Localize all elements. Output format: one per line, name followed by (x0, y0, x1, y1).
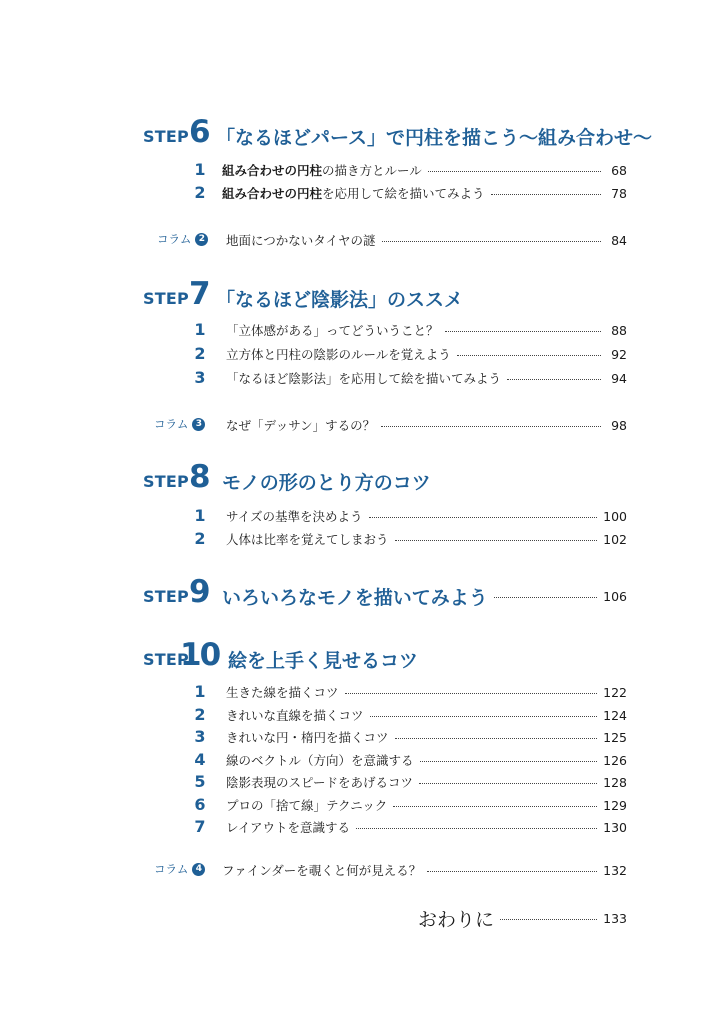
step6-item2-num: 2 (194, 183, 206, 202)
step6-item2-bold: 組み合わせの円柱 (222, 186, 323, 201)
step10-item1[interactable] (226, 683, 627, 701)
leader-dots (491, 194, 601, 195)
step6-item1-page: 68 (611, 162, 627, 178)
step10-item5[interactable] (226, 773, 627, 791)
column4-entry[interactable] (222, 861, 627, 879)
step10-item4-page: 126 (603, 752, 627, 768)
step7-item1-num: 1 (194, 320, 206, 339)
step7-item1[interactable] (226, 321, 627, 339)
leader-dots (428, 171, 601, 172)
step10-item1-num: 1 (194, 682, 206, 701)
column3-entry[interactable] (226, 416, 627, 434)
step8-item1[interactable] (226, 507, 627, 525)
column4-title: ファインダーを覗くと何が見える？ (222, 863, 422, 878)
step6-number: 6 (189, 114, 211, 150)
leader-dots (494, 597, 597, 598)
column3-page: 98 (611, 417, 627, 433)
afterword-entry[interactable] (418, 905, 627, 932)
step9-title: いろいろなモノを描いてみよう (222, 587, 488, 609)
step8-item2-num: 2 (194, 529, 206, 548)
step8-item2-title: 人体は比率を覚えてしまおう (226, 532, 389, 547)
step7-item2-title: 立方体と円柱の陰影のルールを覚えよう (226, 347, 451, 362)
leader-dots (393, 806, 597, 807)
step10-item5-num: 5 (194, 772, 206, 791)
step7-item2[interactable] (226, 345, 627, 363)
step10-item5-page: 128 (603, 774, 627, 790)
leader-dots (457, 355, 601, 356)
column4-label-text: コラム (154, 862, 189, 876)
step10-item4-title: 線のベクトル（方向）を意識する (226, 753, 414, 768)
step7-item1-title: 「立体感がある」ってどういうこと？ (226, 323, 439, 338)
column2-page: 84 (611, 232, 627, 248)
step6-label: STEP (143, 127, 189, 146)
step10-item6-page: 129 (603, 797, 627, 813)
column2-badge: 2 (195, 233, 208, 246)
step6-title: 「なるほどパース」で円柱を描こう〜組み合わせ〜 (216, 127, 653, 149)
step10-item2-title: きれいな直線を描くコツ (226, 708, 364, 723)
leader-dots (381, 426, 601, 427)
step7-item3-title: 「なるほど陰影法」を応用して絵を描いてみよう (226, 371, 502, 386)
step10-item6-num: 6 (194, 795, 206, 814)
step8-number: 8 (189, 459, 211, 495)
step10-item3-page: 125 (603, 729, 627, 745)
leader-dots (420, 761, 598, 762)
leader-dots (382, 241, 601, 242)
column2-label (157, 231, 208, 247)
step10-item3-title: きれいな円・楕円を描くコツ (226, 730, 389, 745)
leader-dots (500, 919, 597, 920)
step8-label: STEP (143, 472, 189, 491)
step6-item2-page: 78 (611, 185, 627, 201)
step7-number: 7 (189, 276, 211, 312)
leader-dots (395, 738, 598, 739)
step7-item1-page: 88 (611, 322, 627, 338)
step10-item7[interactable] (226, 818, 627, 836)
step10-item6-title: プロの「捨て線」テクニック (226, 798, 388, 813)
step8-item1-title: サイズの基準を決めよう (226, 509, 363, 524)
step10-item2-num: 2 (194, 705, 206, 724)
afterword-title: おわりに (418, 909, 495, 931)
column4-label (154, 861, 205, 877)
step10-item4-num: 4 (194, 750, 206, 769)
step8-item1-page: 100 (603, 508, 627, 524)
column3-label (154, 416, 205, 432)
step7-item2-page: 92 (611, 346, 627, 362)
step10-label: STEP (143, 650, 189, 669)
step10-item2[interactable] (226, 706, 627, 724)
step7-label: STEP (143, 289, 189, 308)
step10-item3-num: 3 (194, 727, 206, 746)
step10-item5-title: 陰影表現のスピードをあげるコツ (226, 775, 414, 790)
step10-item7-title: レイアウトを意識する (226, 820, 351, 835)
step10-number: 10 (180, 637, 220, 673)
step9-label: STEP (143, 587, 189, 606)
step8-item2-page: 102 (603, 531, 627, 547)
leader-dots (445, 331, 601, 332)
afterword-page: 133 (603, 911, 627, 926)
step8-title: モノの形のとり方のコツ (222, 472, 431, 494)
leader-dots (370, 716, 598, 717)
column2-label-text: コラム (157, 232, 192, 246)
step6-item1[interactable] (222, 161, 627, 179)
step6-item1-num: 1 (194, 160, 206, 179)
step10-item1-title: 生きた線を描くコツ (226, 685, 339, 700)
leader-dots (427, 871, 597, 872)
column3-title: なぜ「デッサン」するの？ (226, 418, 376, 433)
step10-item1-page: 122 (603, 684, 627, 700)
step8-item2[interactable] (226, 530, 627, 548)
step10-item7-num: 7 (194, 817, 206, 836)
leader-dots (345, 693, 598, 694)
step10-title: 絵を上手く見せるコツ (228, 650, 419, 672)
column4-page: 132 (603, 862, 627, 878)
step7-item2-num: 2 (194, 344, 206, 363)
step10-item2-page: 124 (603, 707, 627, 723)
column3-badge: 3 (192, 418, 205, 431)
column2-title: 地面につかないタイヤの謎 (226, 233, 376, 248)
step6-item1-bold: 組み合わせの円柱 (222, 163, 323, 178)
step6-item2-rest: を応用して絵を描いてみよう (322, 186, 485, 201)
step9-number: 9 (189, 574, 211, 610)
leader-dots (369, 517, 598, 518)
column4-badge: 4 (192, 863, 205, 876)
step6-item1-rest: の描き方とルール (322, 163, 422, 178)
step10-item4[interactable] (226, 751, 627, 769)
step9-entry[interactable] (222, 583, 627, 610)
step7-item3-num: 3 (194, 368, 206, 387)
leader-dots (395, 540, 598, 541)
column3-label-text: コラム (154, 417, 189, 431)
leader-dots (507, 379, 601, 380)
leader-dots (356, 828, 597, 829)
step10-item7-page: 130 (603, 819, 627, 835)
column2-entry[interactable] (226, 231, 627, 249)
step7-item3[interactable] (226, 369, 627, 387)
step10-item6[interactable] (226, 796, 627, 814)
step7-item3-page: 94 (611, 370, 627, 386)
leader-dots (419, 783, 597, 784)
step10-item3[interactable] (226, 728, 627, 746)
step6-item2[interactable] (222, 184, 627, 202)
step8-item1-num: 1 (194, 506, 206, 525)
step9-page: 106 (603, 589, 627, 604)
step7-title: 「なるほど陰影法」のススメ (216, 289, 464, 311)
